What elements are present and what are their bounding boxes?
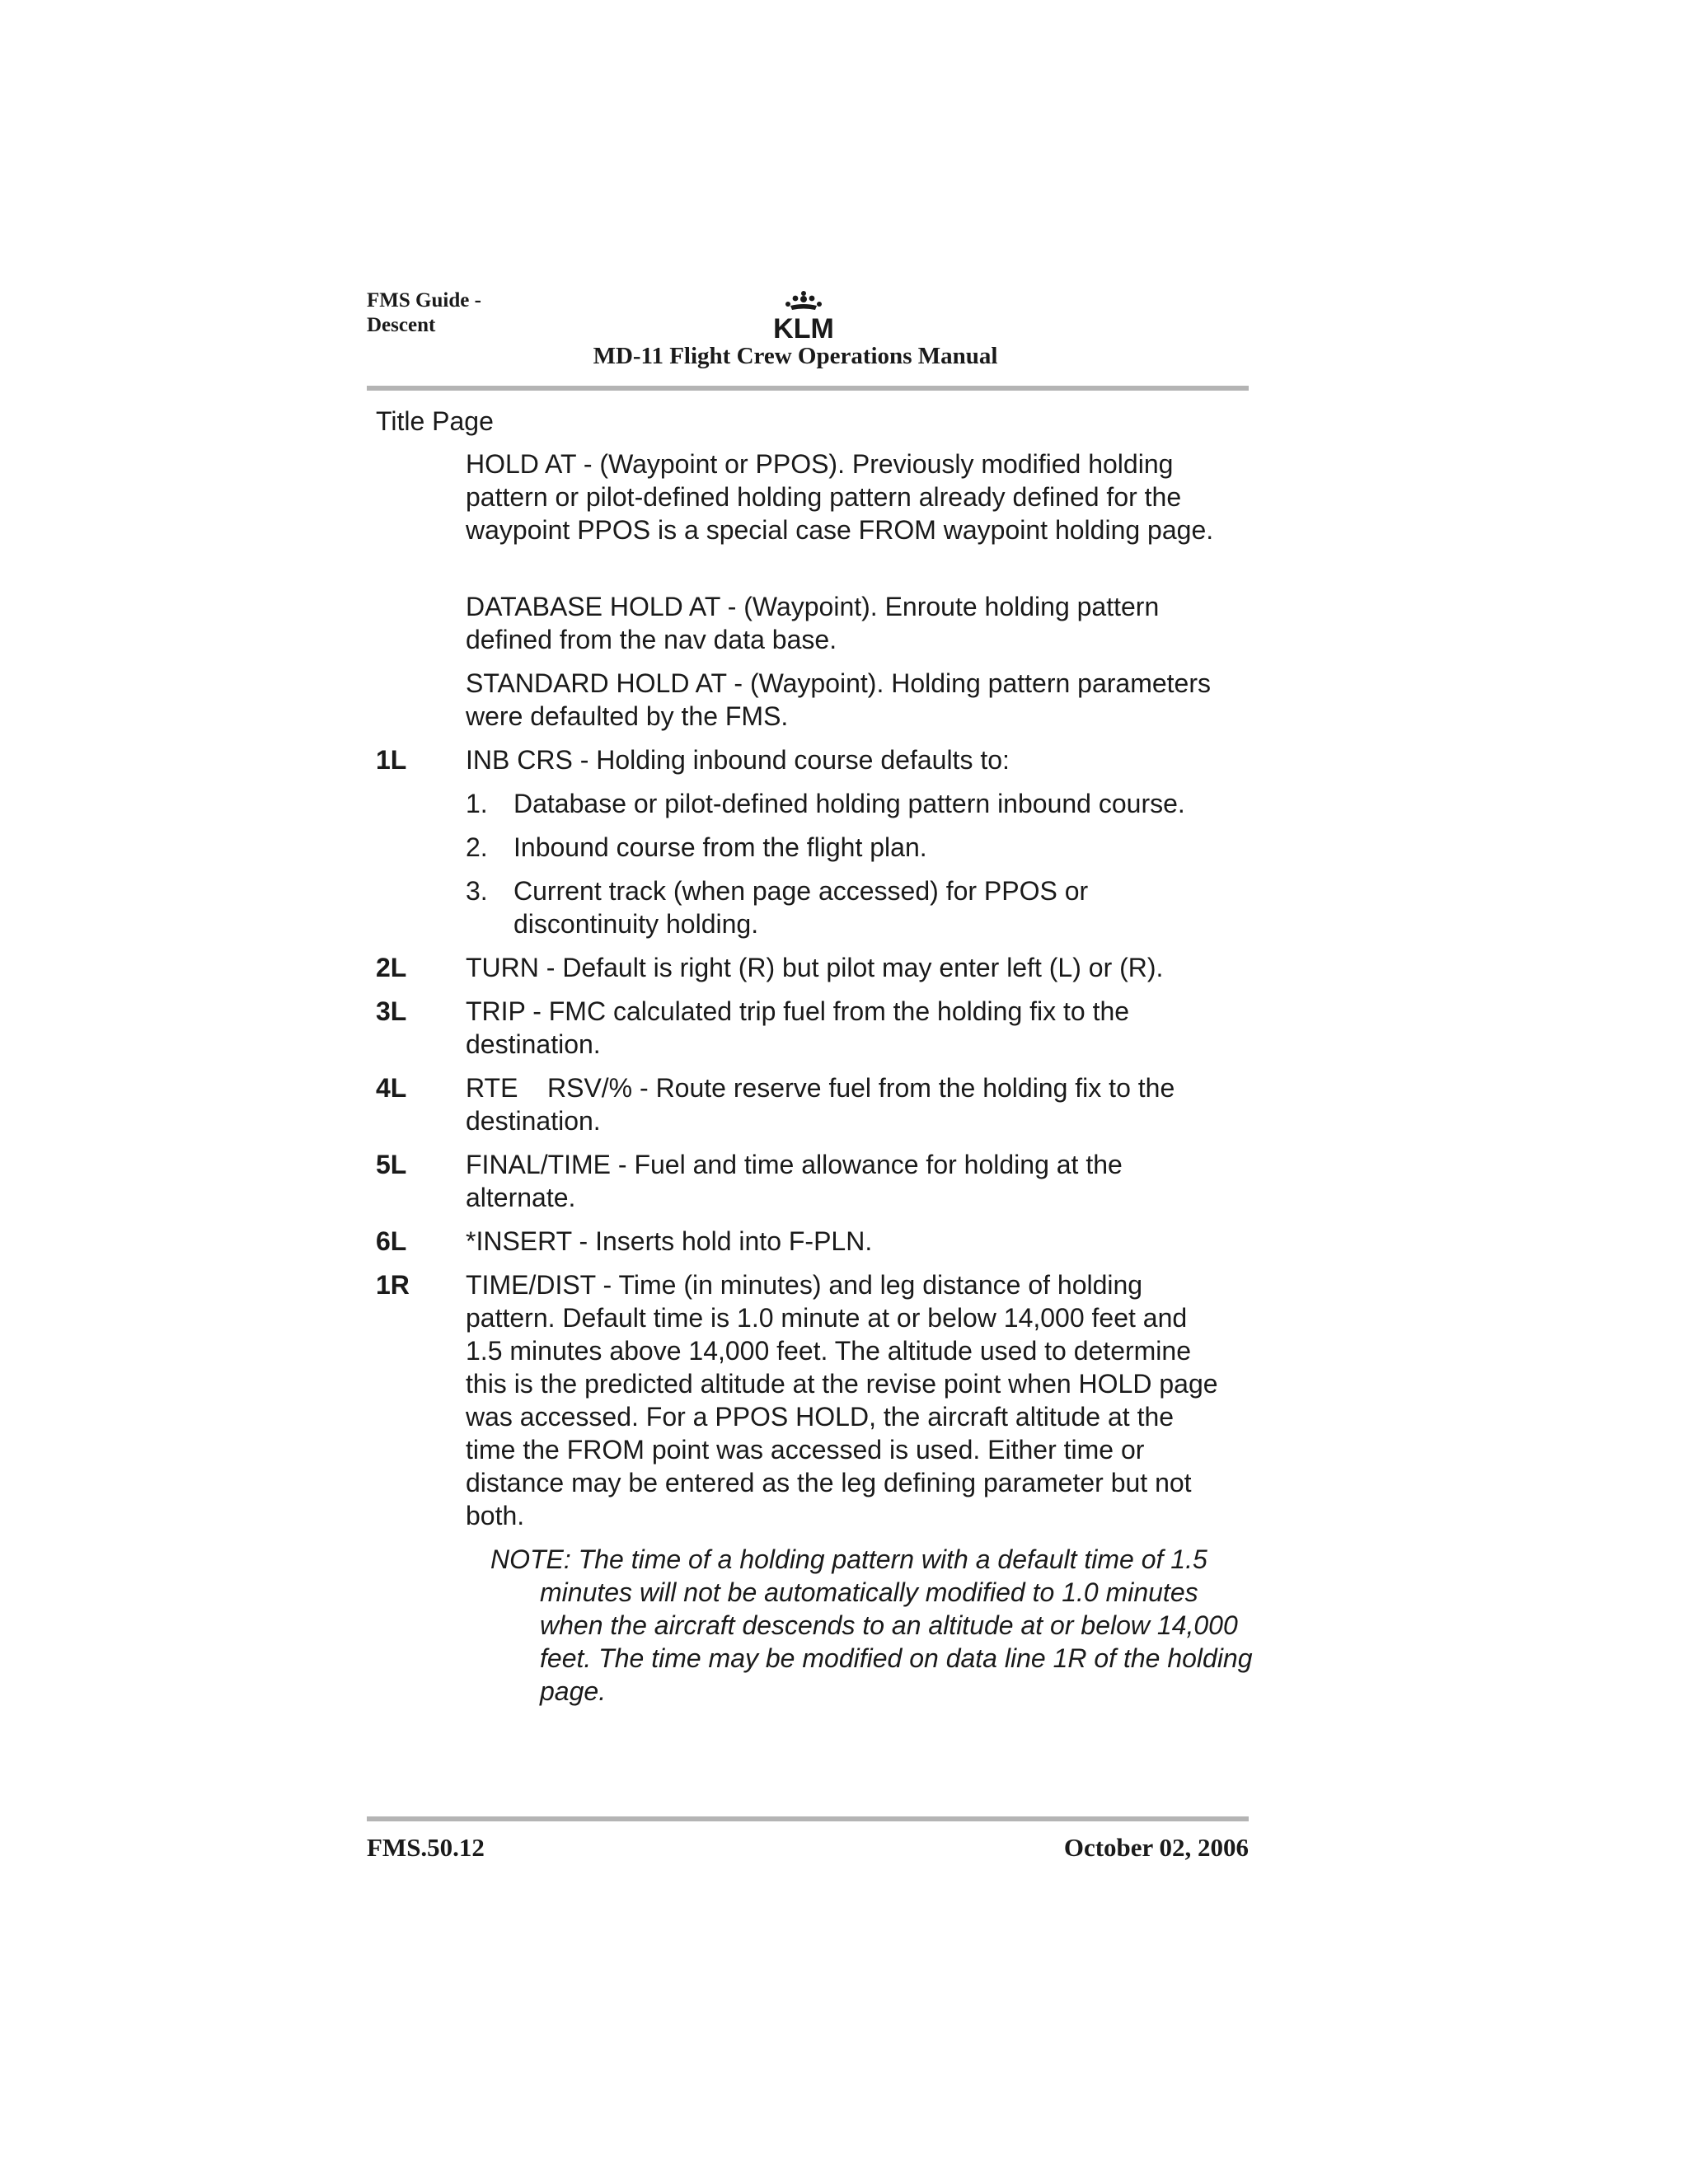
manual-title: MD-11 Flight Crew Operations Manual <box>593 343 998 369</box>
line-key-6l: 6L <box>376 1226 407 1256</box>
line-key-3l: 3L <box>376 996 407 1026</box>
section-label <box>367 288 481 338</box>
item-6l-text: *INSERT - Inserts hold into F-PLN. <box>466 1226 873 1256</box>
subitem-number: 2. <box>466 832 488 862</box>
item-1l-text: INB CRS - Holding inbound course defaults to: <box>466 745 1010 775</box>
section-label-line2: Descent <box>367 314 436 336</box>
item-5l-text: FINAL/TIME - Fuel and time allowance for holding at the alternate. <box>466 1150 1123 1212</box>
page-title: Title Page <box>376 406 494 436</box>
page-number: FMS.50.12 <box>367 1833 485 1862</box>
logo-text: KLM <box>773 313 834 341</box>
subitem-number: 1. <box>466 789 488 818</box>
klm-logo <box>762 290 845 341</box>
line-key-2l: 2L <box>376 953 407 982</box>
item-2l-text: TURN - Default is right (R) but pilot may enter left (L) or (R). <box>466 953 1164 982</box>
line-key-5l: 5L <box>376 1150 407 1179</box>
section-label-line1: FMS Guide - <box>367 289 481 312</box>
line-key-1r: 1R <box>376 1270 410 1300</box>
item-4l-text: RTE RSV/% - Route reserve fuel from the holding fix to the destination. <box>466 1073 1183 1136</box>
line-key-1l: 1L <box>376 745 407 775</box>
item-3l-text: TRIP - FMC calculated trip fuel from the holding fix to the destination. <box>466 996 1130 1059</box>
intro-paragraph-3: STANDARD HOLD AT - (Waypoint). Holding pattern parameters were defaulted by the FMS. <box>466 668 1211 731</box>
subitem-text: Database or pilot-defined holding pattern inbound course. <box>513 789 1185 818</box>
header-divider <box>367 386 1249 391</box>
line-key-4l: 4L <box>376 1073 407 1103</box>
revision-date: October 02, 2006 <box>1063 1833 1249 1862</box>
intro-paragraph-1: HOLD AT - (Waypoint or PPOS). Previously modified holding pattern or pilot-defined holding pattern already defined for the waypoint PPOS is a special case FROM waypoint holding page. <box>466 449 1214 545</box>
item-1r-text: TIME/DIST - Time (in minutes) and leg distance of holding pattern. Default time is 1.0 minute at or below 14,000 feet and 1.5 minutes above 14,000 feet. The altitude used to determine this is the predicted altitude at the revise point when HOLD page was accessed. For a PPOS HOLD, the aircraft altitude at the time the FROM point was accessed is used. Either time or distance may be entered as the leg defining parameter but not both. <box>466 1270 1218 1530</box>
footer-divider <box>367 1816 1249 1821</box>
subitem-text: Inbound course from the flight plan. <box>513 832 927 862</box>
note-text: NOTE: The time of a holding pattern with a default time of 1.5 minutes will not be automatically modified to 1.0 minutes when the aircraft descends to an altitude at or below 14,000 feet. The time may be modified on data line 1R of the holding page. <box>490 1544 1253 1706</box>
subitem-text: Current track (when page accessed) for PPOS or discontinuity holding. <box>513 876 1089 939</box>
subitem-number: 3. <box>466 876 488 906</box>
intro-paragraph-2: DATABASE HOLD AT - (Waypoint). Enroute holding pattern defined from the nav data base. <box>466 592 1160 654</box>
